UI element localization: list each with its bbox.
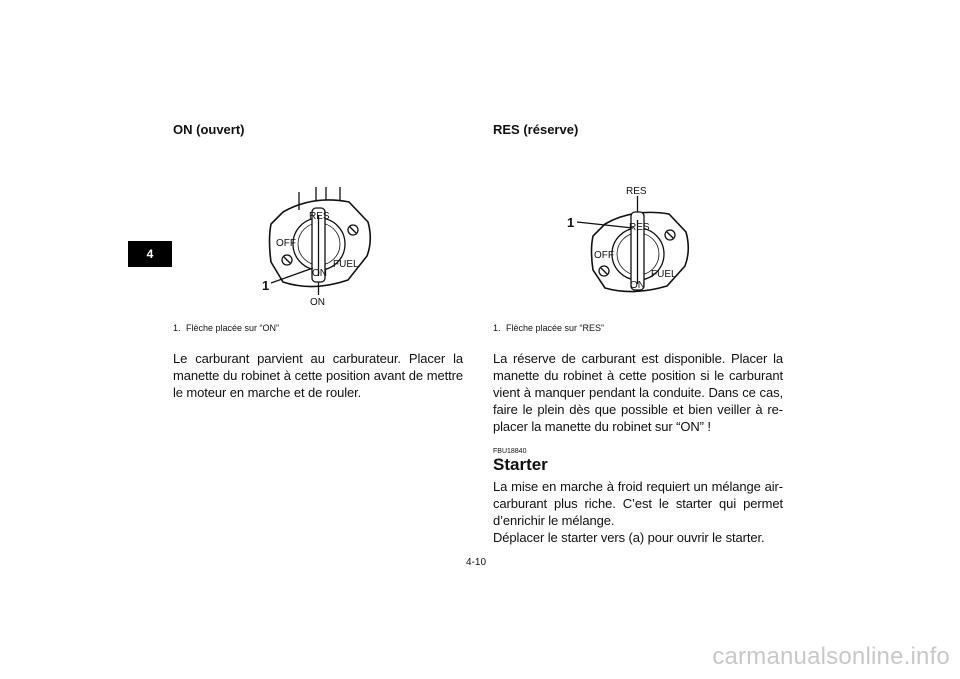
caption-number: 1. bbox=[173, 323, 181, 333]
watermark: carmanualsonline.info bbox=[712, 643, 950, 670]
figure-caption-res bbox=[493, 323, 783, 337]
section-title-res: RES (réserve) bbox=[493, 122, 579, 137]
label-fuel: FUEL bbox=[333, 259, 359, 270]
callout-number: 1 bbox=[262, 278, 270, 293]
fuel-cock-res-diagram bbox=[493, 140, 783, 323]
fuel-cock-on-diagram bbox=[173, 140, 463, 323]
section-title-on: ON (ouvert) bbox=[173, 122, 245, 137]
heading-starter: Starter bbox=[493, 455, 548, 474]
label-off: OFF bbox=[276, 238, 296, 249]
page-number: 4-10 bbox=[466, 557, 487, 568]
label-res-outer: RES bbox=[626, 186, 647, 197]
label-fuel: FUEL bbox=[651, 269, 677, 280]
label-on: ON bbox=[630, 280, 645, 291]
body-paragraph-on: Le carburant parvient au carburateur. Placer la manette du robinet à cette position avant de mettre le moteur en marche et de rouler. bbox=[173, 351, 463, 400]
starter-paragraph-2: Déplacer le starter vers (a) pour ouvrir le starter. bbox=[493, 530, 765, 545]
label-res-inner: RES bbox=[629, 222, 650, 233]
body-paragraph-res: La réserve de carburant est disponible. Placer la manette du robinet à cette position si le carburant vient à manquer pendant la conduite. Dans ce cas, faire le plein dès que possible et bien veiller à re-placer la manette du robinet sur “ON” ! bbox=[493, 351, 783, 434]
starter-text bbox=[493, 478, 783, 546]
caption-text: Flèche placée sur “ON” bbox=[186, 323, 280, 333]
chapter-tab: 4 bbox=[128, 241, 172, 267]
fuel-cock-figure-on bbox=[173, 140, 463, 323]
left-column bbox=[173, 122, 463, 401]
label-on-inner: ON bbox=[312, 268, 327, 279]
figure-caption-on bbox=[173, 323, 463, 337]
callout-number: 1 bbox=[567, 215, 575, 230]
label-res: RES bbox=[309, 211, 330, 222]
section-code: FBU18840 bbox=[493, 448, 527, 455]
label-off: OFF bbox=[594, 250, 614, 261]
right-column bbox=[493, 122, 783, 546]
caption-text: Flèche placée sur “RES” bbox=[506, 323, 605, 333]
label-on-outer: ON bbox=[310, 297, 325, 308]
fuel-cock-figure-res bbox=[493, 140, 783, 323]
starter-paragraph-1: La mise en marche à froid requiert un mélange air-carburant plus riche. C’est le starter qui permet d’enrichir le mélange. bbox=[493, 479, 783, 528]
caption-number: 1. bbox=[493, 323, 501, 333]
